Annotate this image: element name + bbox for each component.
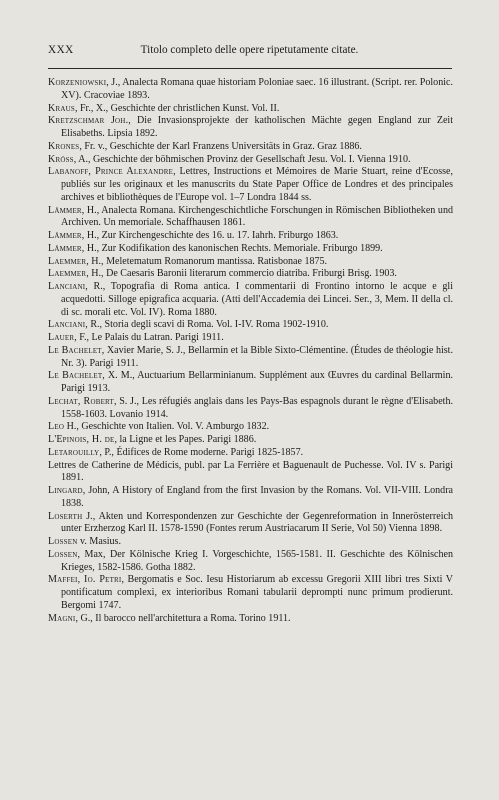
entry-author: Le Bachelet: [48, 344, 102, 356]
running-title: Titolo completo delle opere ripetutamente citate.: [140, 44, 359, 56]
bibliography-list: [48, 77, 453, 625]
entry-text: , X. M., Auctuarium Bellarminianum. Supplément aux Œuvres du cardinal Bellarmin. Parigi 1913.: [61, 370, 453, 394]
entry-text: , H., Analecta Romana. Kirchengeschichtliche Forschungen in Römischen Bibliotheken und Archiven. Un memoriale. Schaffhausen 1861.: [61, 204, 453, 229]
entry-author: Lossen: [48, 548, 78, 560]
entry-author: Maffei, Io. Petri: [48, 574, 122, 586]
bibliography-entry: [48, 345, 453, 371]
bibliography-entry: [48, 205, 453, 231]
entry-author: Kretzschmar Joh.: [48, 115, 129, 127]
bibliography-entry: [48, 574, 453, 612]
bibliography-entry: [48, 103, 453, 116]
entry-author: Lämmer: [48, 242, 82, 254]
bibliography-entry: [48, 613, 453, 626]
entry-author: Letarouilly: [48, 446, 100, 458]
entry-author: Lanciani: [48, 281, 86, 292]
bibliography-entry: [48, 268, 453, 281]
entry-text: , S. J., Les réfugiés anglais dans les Pays-Bas espagnols durant le règne d'Elisabeth. 1558-1603. Lovanio 1914.: [61, 395, 453, 420]
bibliography-entry: [48, 549, 453, 575]
bibliography-entry: [48, 536, 453, 549]
entry-author: Loserth: [48, 510, 83, 522]
entry-text: , Lettres, Instructions et Mémoires de Marie Stuart, reine d'Ecosse, publiés sur les originaux et les manuscrits du State Paper Office de Londres et des principales archives et bibliothèques de l'Europe vol. 1–7 Londra 1844 ss.: [61, 166, 453, 203]
entry-author: Laemmer: [48, 268, 87, 280]
bibliography-entry: [48, 460, 453, 486]
entry-author: Krones: [48, 140, 80, 152]
bibliography-entry: [48, 511, 453, 537]
header-rule: [48, 68, 452, 69]
entry-text: , Xavier Marie, S. J., Bellarmin et la Bible Sixto-Clémentine. (Études de théologie hist. Nr. 3). Parigi 1911.: [61, 344, 453, 369]
entry-text: , Fr., X., Geschichte der christlichen Kunst. Vol. II.: [74, 102, 280, 114]
entry-text: , H., De Caesaris Baronii literarum commercio diatriba. Friburgi Brisg. 1903.: [86, 268, 397, 280]
entry-text: J., Akten und Korrespondenzen zur Geschichte der Gegenreformation in Innerösterreich unter Erzherzog Karl II. 1578-1590 (Fontes rerum Austriacarum II Serie, Vol 50) Vienna 1898.: [61, 510, 453, 535]
bibliography-entry: [48, 141, 453, 154]
entry-text: , P., Édifices de Rome moderne. Parigi 1825-1857.: [99, 446, 304, 458]
entry-author: Leo: [48, 421, 65, 433]
entry-author: Lechat, Robert: [48, 395, 114, 407]
bibliography-entry: [48, 447, 453, 460]
bibliography-entry: [48, 396, 453, 422]
entry-text: , Bergomatis e Soc. Iesu Historiarum ab excessu Gregorii XIII libri tres Sixti V pontificatum complexi, ex interioribus Romani tabularii deprompti nunc primum prodierunt. Bergomi 1747.: [61, 574, 453, 611]
entry-author: Labanoff, Prince Alexandre: [48, 166, 174, 178]
entry-author: L'Epinois, H. de: [48, 434, 115, 445]
bibliography-entry: [48, 281, 453, 319]
entry-author: Lämmer: [48, 230, 82, 241]
bibliography-entry: [48, 485, 453, 511]
entry-text: , la Ligne et les Papes. Parigi 1886.: [114, 434, 257, 445]
entry-text: , Fr. v., Geschichte der Karl Franzens Universitäts in Graz. Graz 1886.: [79, 140, 362, 152]
bibliography-entry: [48, 370, 453, 396]
entry-text: , F., Le Palais du Latran. Parigi 1911.: [74, 332, 224, 343]
entry-author: Lingard: [48, 485, 83, 496]
entry-author: Laemmer: [48, 255, 87, 267]
entry-author: Lossen: [48, 536, 78, 547]
bibliography-entry: [48, 434, 453, 447]
entry-text: , Die Invasionsprojekte der katholischen Mächte gegen England zur Zeit Elisabeths. Lipsia 1892.: [61, 115, 453, 139]
bibliography-entry: [48, 319, 453, 332]
bibliography-entry: [48, 230, 453, 243]
bibliography-entry: [48, 421, 453, 434]
entry-text: Lettres de Catherine de Médicis, publ. par La Ferrière et Baguenault de Puchesse. Vol. IV s. Parigi 1891.: [48, 459, 453, 484]
bibliography-entry: [48, 332, 453, 345]
entry-author: Korzeniowski: [48, 77, 107, 88]
entry-text: H., Geschichte von Italien. Vol. V. Amburgo 1832.: [64, 421, 270, 433]
entry-text: , G., Il barocco nell'architettura a Roma. Torino 1911.: [75, 612, 291, 624]
entry-author: Magni: [48, 612, 76, 624]
entry-text: v. Masius.: [77, 536, 121, 547]
entry-text: , John, A History of England from the first Invasion by the Romans. Vol. VII-VIII. Londra 1838.: [61, 485, 453, 509]
bibliography-entry: [48, 256, 453, 269]
entry-author: Kraus: [48, 102, 75, 114]
page-number: XXX: [48, 44, 74, 56]
entry-author: Lämmer: [48, 204, 82, 216]
bibliography-entry: [48, 115, 453, 141]
entry-author: Lanciani: [48, 319, 86, 331]
entry-text: , Max, Der Kölnische Krieg I. Vorgeschichte, 1565-1581. II. Geschichte des Kölnischen Krieges, 1582-1586. Gotha 1882.: [61, 548, 453, 573]
entry-text: , J., Analecta Romana quae historiam Poloniae saec. 16 illustrant. (Script. rer. Polonic. XV). Cracoviae 1893.: [61, 77, 453, 101]
entry-text: , H., Meletematum Romanorum mantissa. Ratisbonae 1875.: [86, 255, 328, 267]
entry-author: Le Bachelet: [48, 370, 103, 382]
entry-author: Lauer: [48, 332, 75, 343]
entry-text: , R., Storia degli scavi di Roma. Vol. I-IV. Roma 1902-1910.: [85, 319, 329, 331]
entry-author: Kröss: [48, 153, 74, 165]
bibliography-entry: [48, 243, 453, 256]
page-header: [48, 44, 451, 62]
entry-text: , H., Zur Kirchengeschichte des 16. u. 17. Iahrh. Friburgo 1863.: [81, 230, 339, 241]
bibliography-entry: [48, 166, 453, 204]
entry-text: , A., Geschichte der böhmischen Provinz der Gesellschaft Jesu. Vol. I. Vienna 1910.: [73, 153, 411, 165]
bibliography-entry: [48, 77, 453, 103]
entry-text: , H., Zur Kodifikation des kanonischen Rechts. Memoriale. Friburgo 1899.: [81, 242, 383, 254]
entry-text: , R., Topografia di Roma antica. I commentarii di Frontino intorno le acque e gli acquedotti. Silloge epigrafica acquaria. (Atti dell'Accademia dei Lincei. Ser., 3, Mem. II della cl. di sc. morali etc. Vol. IV). Roma 1880.: [61, 281, 453, 318]
bibliography-entry: [48, 154, 453, 167]
